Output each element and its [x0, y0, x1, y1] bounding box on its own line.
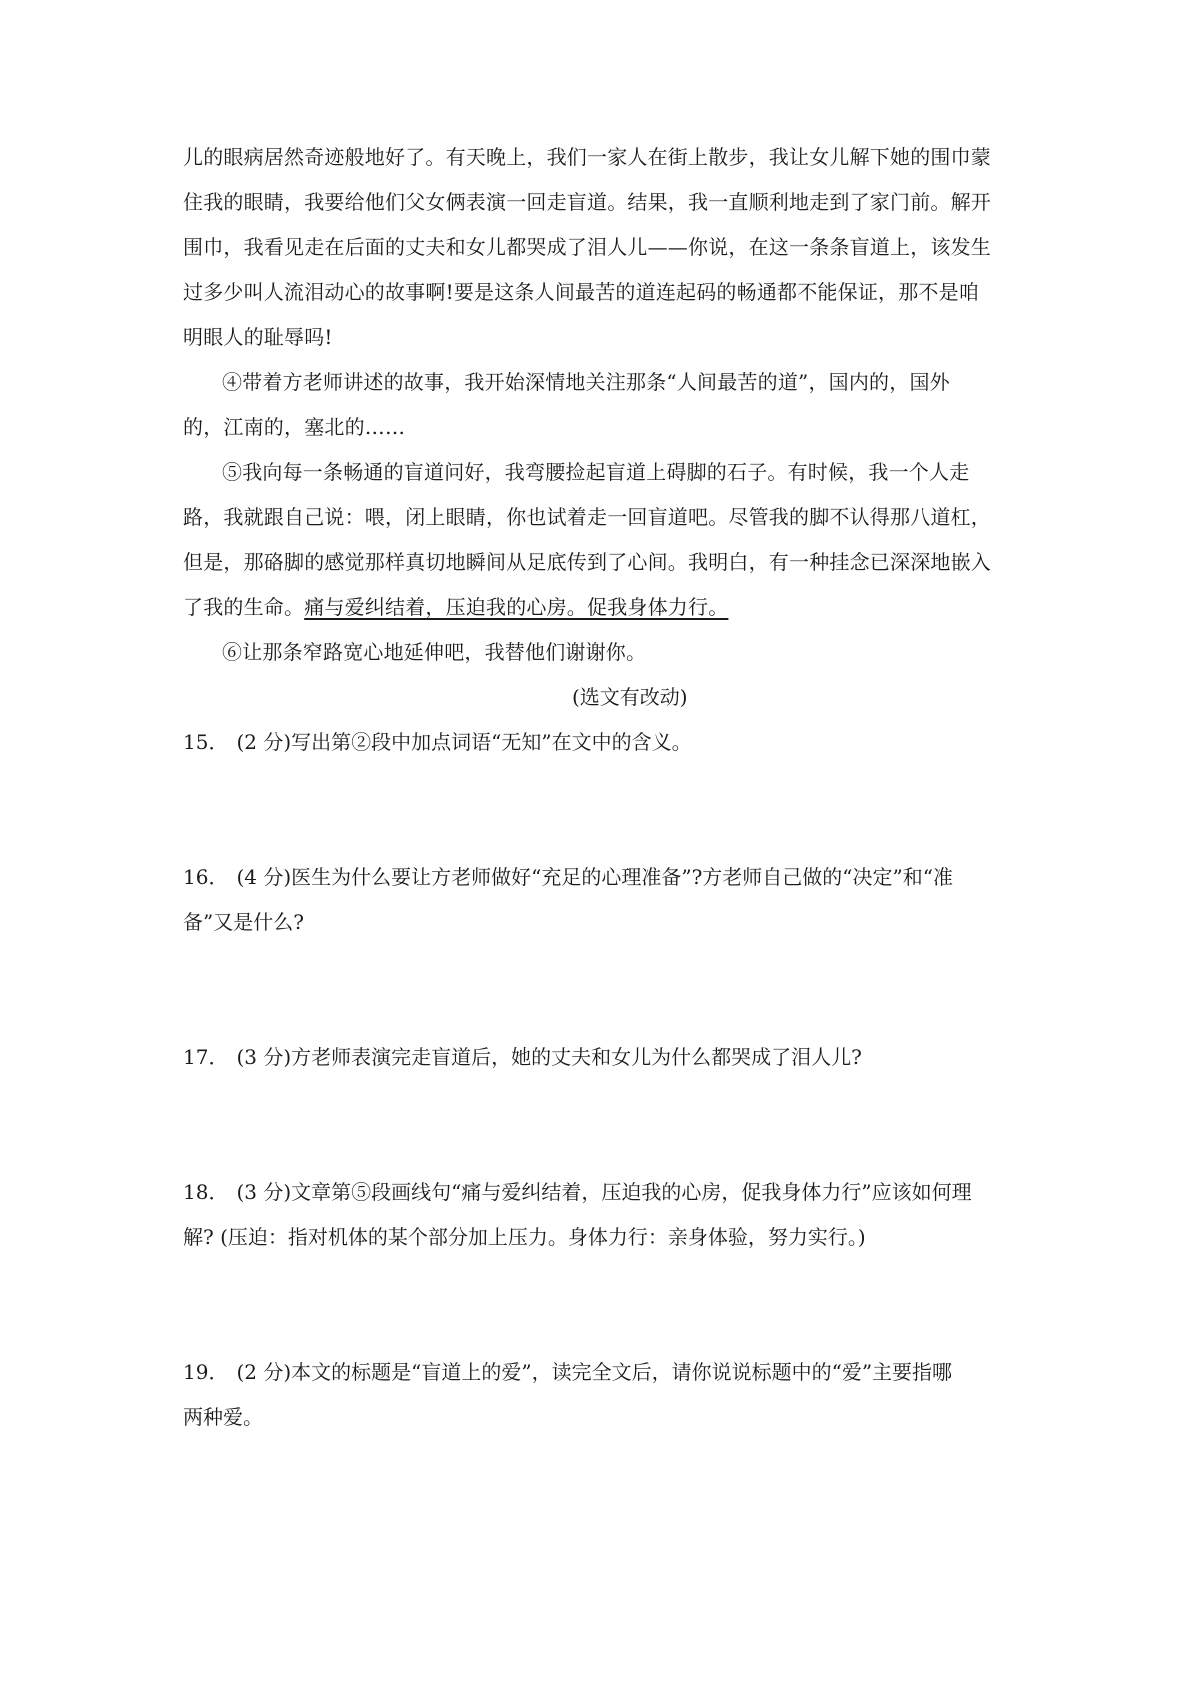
question-line: [183, 1178, 1033, 1206]
question-line: [183, 728, 1033, 756]
question-text: (2 分)本文的标题是“盲道上的爱”，读完全文后，请你说说标题中的“爱”主要指哪: [236, 1360, 953, 1384]
question-line: 备”又是什么?: [183, 910, 304, 934]
passage-line: 路，我就跟自己说：喂，闭上眼睛，你也试着走一回盲道吧。尽管我的脚不认得那八道杠，: [183, 505, 991, 529]
passage-line: 围巾，我看见走在后面的丈夫和女儿都哭成了泪人儿——你说，在这一条条盲道上，该发生: [183, 235, 991, 259]
question-line: [183, 1043, 1033, 1071]
question-text: (3 分)方老师表演完走盲道后，她的丈夫和女儿为什么都哭成了泪人儿?: [236, 1045, 862, 1069]
question-text: (4 分)医生为什么要让方老师做好“充足的心理准备”?方老师自己做的“决定”和“准: [236, 865, 953, 889]
passage-line: ④带着方老师讲述的故事，我开始深情地关注那条“人间最苦的道”，国内的，国外: [222, 370, 950, 394]
passage-line: 明眼人的耻辱吗!: [183, 325, 333, 349]
passage-line: ⑤我向每一条畅通的盲道问好，我弯腰捡起盲道上碍脚的石子。有时候，我一个人走: [222, 460, 970, 484]
passage-line: 的，江南的，塞北的……: [183, 415, 406, 439]
passage-text: 了我的生命。: [183, 595, 305, 619]
question-number: 18．: [183, 1180, 229, 1204]
passage-line: 住我的眼睛，我要给他们父女俩表演一回走盲道。结果，我一直顺利地走到了家门前。解开: [183, 190, 991, 214]
question-text: (3 分)文章第⑤段画线句“痛与爱纠结着，压迫我的心房，促我身体力行”应该如何理: [236, 1180, 972, 1204]
passage-line: [183, 593, 1033, 621]
question-number: 17．: [183, 1045, 229, 1069]
passage-line: 但是，那硌脚的感觉那样真切地瞬间从足底传到了心间。我明白，有一种挂念已深深地嵌入: [183, 550, 991, 574]
passage-line: 儿的眼病居然奇迹般地好了。有天晚上，我们一家人在街上散步，我让女儿解下她的围巾蒙: [183, 145, 991, 169]
question-line: [183, 1358, 1033, 1386]
question-text: (2 分)写出第②段中加点词语“无知”在文中的含义。: [236, 730, 692, 754]
question-number: 19．: [183, 1360, 229, 1384]
passage-line: 过多少叫人流泪动心的故事啊!要是这条人间最苦的道连起码的畅通都不能保证，那不是咱: [183, 280, 980, 304]
question-line: [183, 863, 1033, 891]
question-number: 15．: [183, 730, 229, 754]
source-note: (选文有改动): [572, 685, 688, 709]
underlined-sentence: 痛与爱纠结着，压迫我的心房。促我身体力行。: [304, 595, 729, 619]
question-line: 两种爱。: [183, 1405, 263, 1429]
question-line: 解? (压迫：指对机体的某个部分加上压力。身体力行：亲身体验，努力实行。): [183, 1225, 866, 1249]
passage-paragraph-6: ⑥让那条窄路宽心地延伸吧，我替他们谢谢你。: [222, 640, 647, 664]
question-number: 16．: [183, 865, 229, 889]
